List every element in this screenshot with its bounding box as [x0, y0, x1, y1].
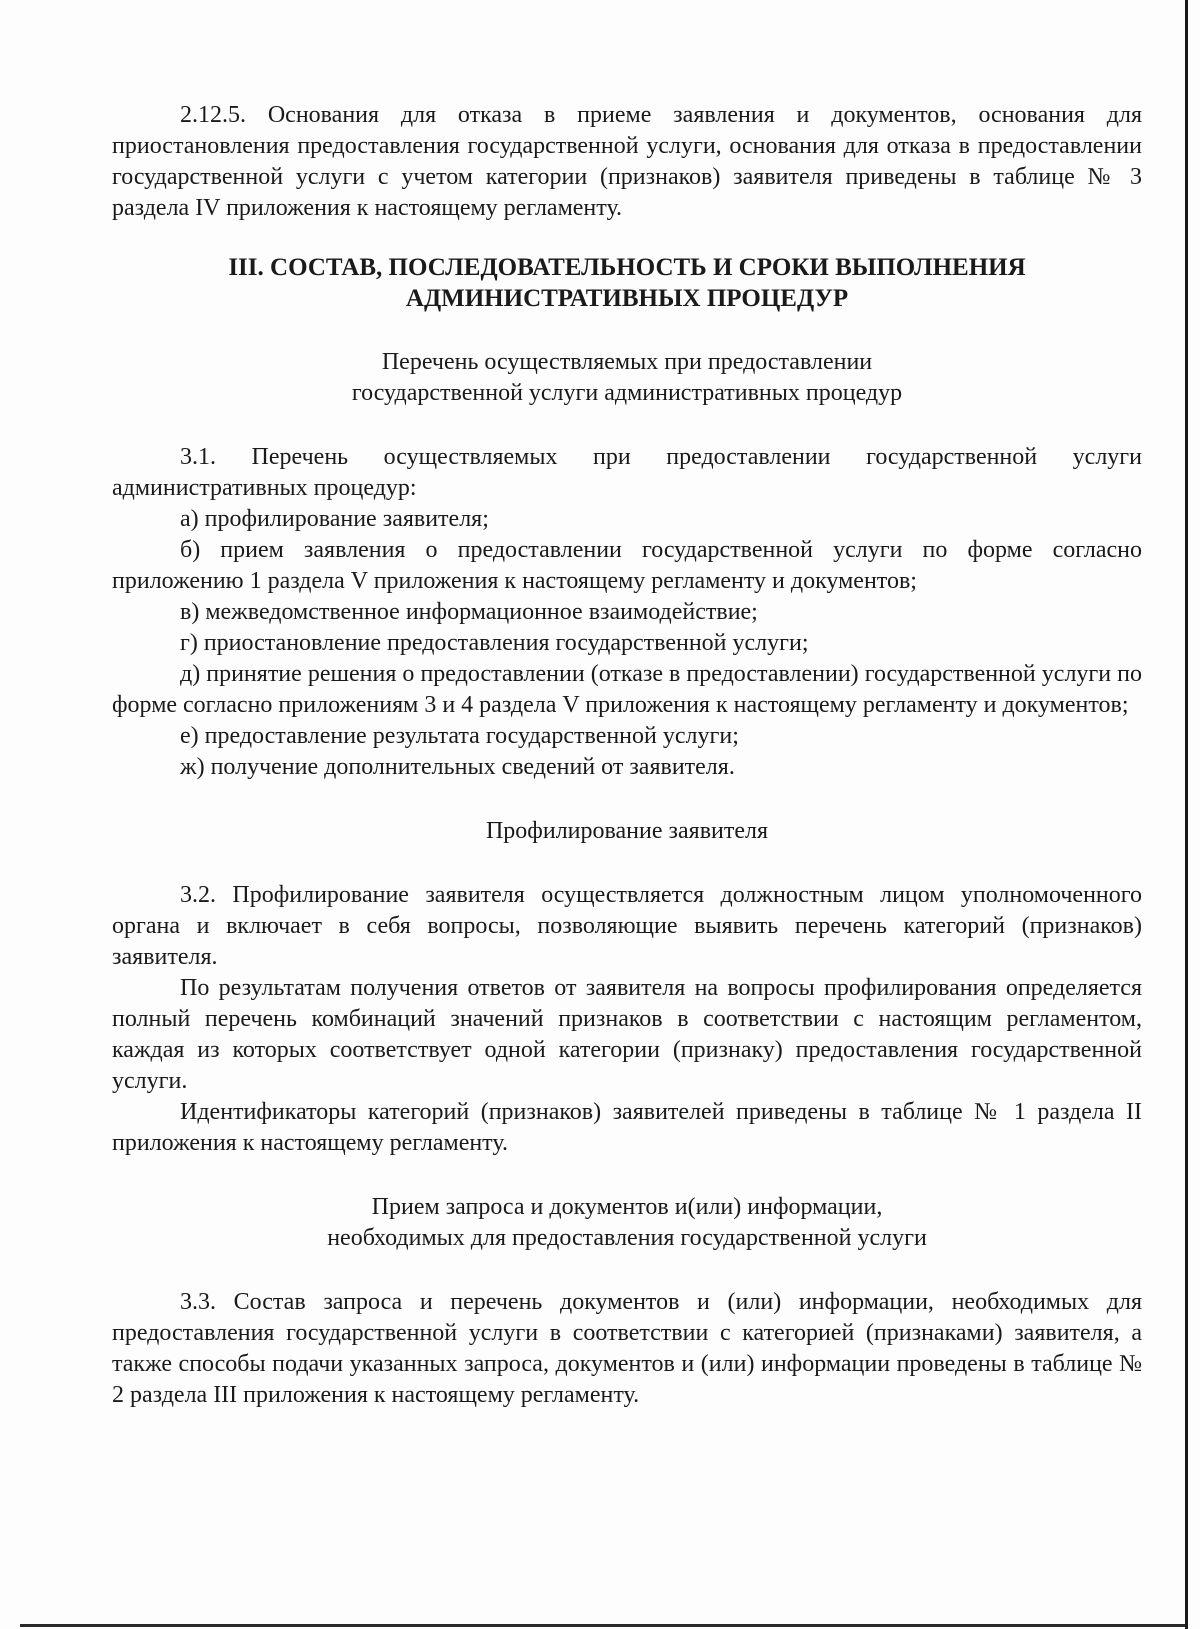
list-item-a: а) профилирование заявителя; [180, 506, 489, 532]
paragraph-2-12-5: 2.12.5. Основания для отказа в приеме заявления и документов, основания для приостановления предоставления государственной услуги, основания для отказа в предоставлении государственной услуги с учетом категории (признаков) заявителя приведены в таблице № 3 раздела IV приложения к настоящему регламенту. [112, 102, 1142, 221]
subheading-procedures-list-line-2: государственной услуги административных процедур [351, 380, 903, 406]
subheading-procedures-list-line-1: Перечень осуществляемых при предоставлении [381, 349, 873, 375]
scan-edge-bottom [20, 1624, 1185, 1627]
section-3-heading-line-1: III. СОСТАВ, ПОСЛЕДОВАТЕЛЬНОСТЬ И СРОКИ ВЫПОЛНЕНИЯ [228, 254, 1026, 281]
list-item-b: б) прием заявления о предоставлении государственной услуги по форме согласно приложению 1 раздела V приложения к настоящему регламенту и документов; [112, 537, 1142, 594]
subheading-profiling [112, 816, 1142, 847]
scan-edge-right [1185, 0, 1188, 1629]
list-item-e: е) предоставление результата государственной услуги; [180, 723, 739, 749]
subheading-request-intake-line-2: необходимых для предоставления государственной услуги [327, 1225, 927, 1251]
subheading-request-intake [112, 1192, 1142, 1254]
section-3-heading [112, 252, 1142, 314]
section-3-heading-line-2: АДМИНИСТРАТИВНЫХ ПРОЦЕДУР [405, 285, 849, 312]
paragraph-3-2-identifiers: Идентификаторы категорий (признаков) заявителей приведены в таблице № 1 раздела II приложения к настоящему регламенту. [112, 1099, 1142, 1156]
paragraph-3-3: 3.3. Состав запроса и перечень документов и (или) информации, необходимых для предоставления государственной услуги в соответствии с категорией (признаками) заявителя, а также способы подачи указанных запроса, документов и (или) информации проведены в таблице № 2 раздела III приложения к настоящему регламенту. [112, 1289, 1142, 1408]
list-item-g: г) приостановление предоставления государственной услуги; [180, 630, 809, 656]
list-item-zh: ж) получение дополнительных сведений от заявителя. [180, 754, 735, 780]
subheading-procedures-list [112, 347, 1142, 409]
document-body [112, 100, 1142, 1411]
paragraph-3-1: 3.1. Перечень осуществляемых при предоставлении государственной услуги административных процедур: [112, 444, 1142, 501]
paragraph-3-2-results: По результатам получения ответов от заявителя на вопросы профилирования определяется полный перечень комбинаций значений признаков в соответствии с настоящим регламентом, каждая из которых соответствует одной категории (признаку) предоставления государственной услуги. [112, 975, 1142, 1094]
paragraph-3-2: 3.2. Профилирование заявителя осуществляется должностным лицом уполномоченного органа и включает в себя вопросы, позволяющие выявить перечень категорий (признаков) заявителя. [112, 882, 1142, 970]
subheading-request-intake-line-1: Прием запроса и документов и(или) информации, [371, 1194, 883, 1220]
list-item-d: д) принятие решения о предоставлении (отказе в предоставлении) государственной услуги по форме согласно приложениям 3 и 4 раздела V приложения к настоящему регламенту и документов; [112, 661, 1142, 718]
subheading-profiling-text: Профилирование заявителя [485, 818, 769, 844]
list-item-v: в) межведомственное информационное взаимодействие; [180, 599, 758, 625]
